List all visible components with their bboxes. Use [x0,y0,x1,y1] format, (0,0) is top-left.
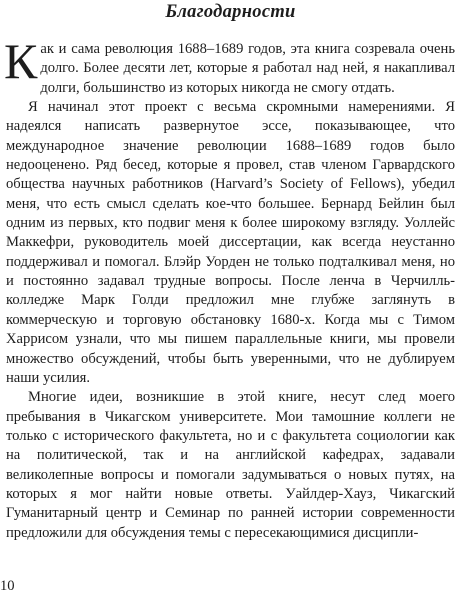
paragraph-1 [4,33,455,98]
paragraph-2: Я начинал этот проект с весьма скромными намерениями. Я надеялся написать развернутое эссе, показывающее, что международное значение революции 1688–1689 годов было недооценено. Ряд бесед, которые я провел, став членом Гарвардского общества научных работников (Harvard’s Society of Fellows), убедил меня, что есть смысл сделать кое-что большее. Бернард Бейлин был одним из первых, кто подвиг меня к более широкому взгляду. Уоллейс Маккефри, руководитель моей диссертации, как всегда неустанно поддерживал и помогал. Блэйр Уорден не только подталкивал меня, но и постоянно задавал трудные вопросы. После ленча в Черчилль-колледже Марк Голди предложил мне глубже заглянуть в коммерческую и торговую обстановку 1680-х. Когда мы с Тимом Харрисом узнали, что мы пишем параллельные книги, мы провели множество обсуждений, чтобы быть уверенными, что не дублируем наши усилия. [6,99,455,386]
page-number: 10 [0,578,15,594]
paragraph-1-text: ак и сама революция 1688–1689 годов, эта книга созревала очень долго. Более десяти лет, которые я работал над ней, я накапливал долги, большинство из которых никогда не смогу отдать. [40,41,455,96]
drop-cap: К [4,33,38,89]
chapter-heading: Благодарности [165,2,296,22]
book-page [6,0,455,543]
paragraph-3: Многие идеи, возникшие в этой книге, несут след моего пребывания в Чикагском университете. Мои тамошние коллеги не только с исторического факультета, но и с факультета социологии как на политической, так и на английской кафедрах, задавали великолепные вопросы и помогали задумываться о новых путях, на которых я мог найти новые ответы. Уайлдер-Хауз, Чикагский Гуманитарный центр и Семинар по ранней истории современности предложили для обсуждения темы с пересекающимися дисципли- [6,389,455,541]
body-text [4,33,455,543]
